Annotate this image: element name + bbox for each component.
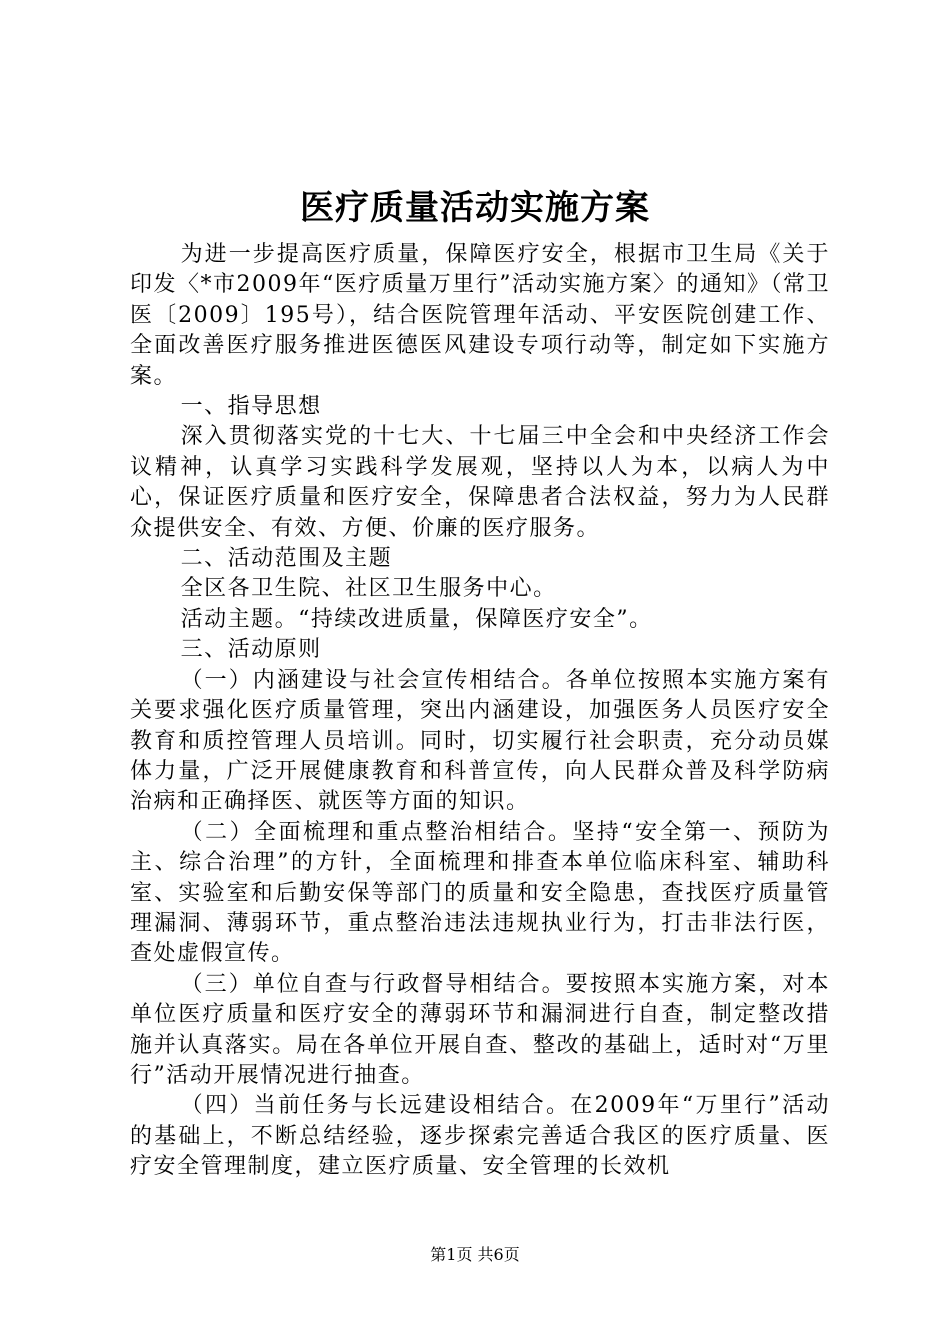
document-body	[130, 240, 830, 1183]
section-heading-3: 三、活动原则	[180, 637, 322, 663]
section-heading-1: 一、指导思想	[180, 394, 322, 420]
paragraph-principle-4: （四）当前任务与长远建设相结合。在2009年“万里行”活动的基础上，不断总结经验，逐步探索完善适合我区的医疗质量、医疗安全管理制度，建立医疗质量、安全管理的长效机	[130, 1093, 830, 1180]
paragraph-principle-1: （一）内涵建设与社会宣传相结合。各单位按照本实施方案有关要求强化医疗质量管理，突出内涵建设，加强医务人员医疗安全教育和质控管理人员培训。同时，切实履行社会职责，充分动员媒体力量，广泛开展健康教育和科普宣传，向人民群众普及科学防病治病和正确择医、就医等方面的知识。	[130, 667, 830, 815]
paragraph-scope: 全区各卫生院、社区卫生服务中心。	[180, 576, 557, 602]
document-title: 医疗质量活动实施方案	[300, 188, 650, 228]
page-number-footer: 第1页 共6页	[430, 1245, 520, 1264]
paragraph-principle-3: （三）单位自查与行政督导相结合。要按照本实施方案，对本单位医疗质量和医疗安全的薄弱环节和漏洞进行自查，制定整改措施并认真落实。局在各单位开展自查、整改的基础上，适时对“万里行”活动开展情况进行抽查。	[130, 971, 830, 1088]
section-heading-2: 二、活动范围及主题	[180, 546, 393, 572]
paragraph-guiding-thought: 深入贯彻落实党的十七大、十七届三中全会和中央经济工作会议精神，认真学习实践科学发展观，坚持以人为本，以病人为中心，保证医疗质量和医疗安全，保障患者合法权益，努力为人民群众提供安全、有效、方便、价廉的医疗服务。	[130, 424, 830, 541]
paragraph-theme: 活动主题。“持续改进质量，保障医疗安全”。	[180, 606, 653, 632]
paragraph-principle-2: （二）全面梳理和重点整治相结合。坚持“安全第一、预防为主、综合治理”的方针，全面梳理和排查本单位临床科室、辅助科室、实验室和后勤安保等部门的质量和安全隐患，查找医疗质量管理漏洞、薄弱环节，重点整治违法违规执业行为，打击非法行医，查处虚假宣传。	[130, 819, 830, 967]
paragraph-intro: 为进一步提高医疗质量，保障医疗安全，根据市卫生局《关于印发〈*市2009年“医疗质量万里行”活动实施方案〉的通知》（常卫医〔2009〕195号），结合医院管理年活动、平安医院创建工作、全面改善医疗服务推进医德医风建设专项行动等，制定如下实施方案。	[130, 242, 830, 389]
